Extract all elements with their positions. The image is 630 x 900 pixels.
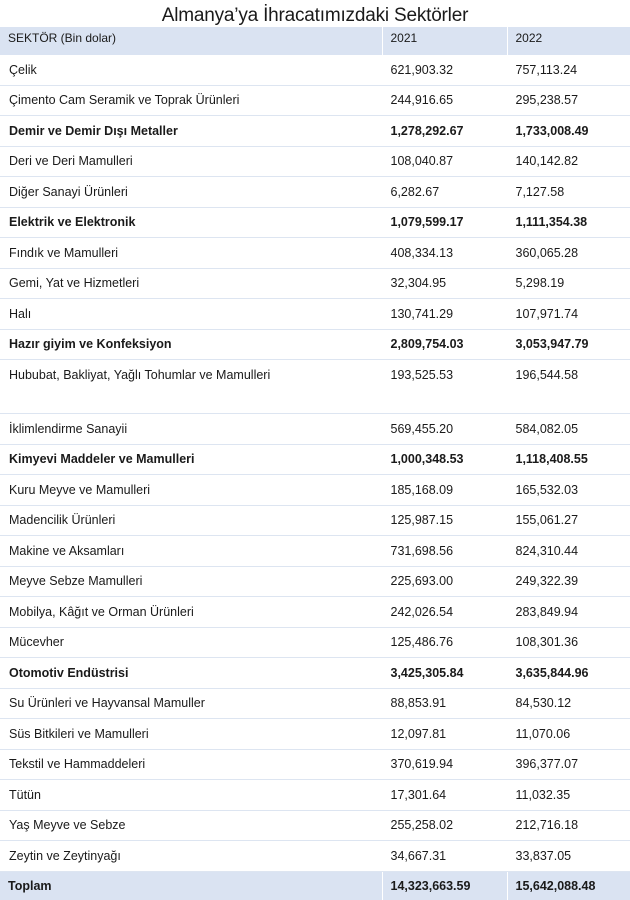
sector-cell: Yaş Meyve ve Sebze <box>0 810 382 841</box>
value-2021-cell: 125,486.76 <box>382 627 507 658</box>
value-2021-cell: 3,425,305.84 <box>382 658 507 689</box>
table-row <box>0 238 630 269</box>
table-row <box>0 841 630 872</box>
table-header-row <box>0 27 630 55</box>
sector-export-table <box>0 27 630 900</box>
sector-cell: Otomotiv Endüstrisi <box>0 658 382 689</box>
sector-cell: Kuru Meyve ve Mamulleri <box>0 475 382 506</box>
total-2021-cell: 14,323,663.59 <box>382 871 507 900</box>
value-2022-cell: 1,111,354.38 <box>507 207 630 238</box>
sector-cell: Meyve Sebze Mamulleri <box>0 566 382 597</box>
table-row <box>0 55 630 85</box>
sector-cell: Tütün <box>0 780 382 811</box>
value-2022-cell: 140,142.82 <box>507 146 630 177</box>
value-2022-cell: 3,635,844.96 <box>507 658 630 689</box>
value-2021-cell: 125,987.15 <box>382 505 507 536</box>
value-2022-cell: 7,127.58 <box>507 177 630 208</box>
sector-cell: Hububat, Bakliyat, Yağlı Tohumlar ve Mamulleri <box>0 360 382 414</box>
value-2021-cell: 569,455.20 <box>382 414 507 445</box>
table-row <box>0 177 630 208</box>
value-2021-cell: 255,258.02 <box>382 810 507 841</box>
value-2022-cell: 212,716.18 <box>507 810 630 841</box>
value-2022-cell: 108,301.36 <box>507 627 630 658</box>
value-2022-cell: 196,544.58 <box>507 360 630 414</box>
value-2021-cell: 242,026.54 <box>382 597 507 628</box>
table-row <box>0 810 630 841</box>
total-label-cell: Toplam <box>0 871 382 900</box>
value-2022-cell: 11,032.35 <box>507 780 630 811</box>
total-2022-cell: 15,642,088.48 <box>507 871 630 900</box>
value-2021-cell: 244,916.65 <box>382 85 507 116</box>
value-2022-cell: 396,377.07 <box>507 749 630 780</box>
table-row <box>0 85 630 116</box>
column-header-2022: 2022 <box>507 27 630 55</box>
sector-cell: Fındık ve Mamulleri <box>0 238 382 269</box>
table-row <box>0 780 630 811</box>
table-row <box>0 597 630 628</box>
table-row <box>0 207 630 238</box>
sector-cell: Elektrik ve Elektronik <box>0 207 382 238</box>
sector-cell: Kimyevi Maddeler ve Mamulleri <box>0 444 382 475</box>
sector-cell: Zeytin ve Zeytinyağı <box>0 841 382 872</box>
value-2021-cell: 1,000,348.53 <box>382 444 507 475</box>
table-row <box>0 505 630 536</box>
value-2022-cell: 165,532.03 <box>507 475 630 506</box>
value-2022-cell: 5,298.19 <box>507 268 630 299</box>
value-2021-cell: 1,079,599.17 <box>382 207 507 238</box>
table-total-row <box>0 871 630 900</box>
value-2022-cell: 757,113.24 <box>507 55 630 85</box>
value-2022-cell: 1,733,008.49 <box>507 116 630 147</box>
table-row <box>0 116 630 147</box>
value-2021-cell: 408,334.13 <box>382 238 507 269</box>
value-2021-cell: 193,525.53 <box>382 360 507 414</box>
value-2022-cell: 3,053,947.79 <box>507 329 630 360</box>
table-row <box>0 146 630 177</box>
value-2021-cell: 185,168.09 <box>382 475 507 506</box>
table-row <box>0 719 630 750</box>
value-2022-cell: 283,849.94 <box>507 597 630 628</box>
column-header-2021: 2021 <box>382 27 507 55</box>
sector-cell: Madencilik Ürünleri <box>0 505 382 536</box>
value-2022-cell: 584,082.05 <box>507 414 630 445</box>
table-row <box>0 444 630 475</box>
page-title: Almanya’ya İhracatımızdaki Sektörler <box>161 5 469 26</box>
value-2021-cell: 2,809,754.03 <box>382 329 507 360</box>
value-2021-cell: 32,304.95 <box>382 268 507 299</box>
sector-cell: Mobilya, Kâğıt ve Orman Ürünleri <box>0 597 382 628</box>
value-2021-cell: 17,301.64 <box>382 780 507 811</box>
value-2021-cell: 12,097.81 <box>382 719 507 750</box>
sector-cell: Makine ve Aksamları <box>0 536 382 567</box>
table-row <box>0 749 630 780</box>
value-2022-cell: 249,322.39 <box>507 566 630 597</box>
sector-cell: Çimento Cam Seramik ve Toprak Ürünleri <box>0 85 382 116</box>
sector-cell: Deri ve Deri Mamulleri <box>0 146 382 177</box>
value-2022-cell: 1,118,408.55 <box>507 444 630 475</box>
value-2022-cell: 155,061.27 <box>507 505 630 536</box>
value-2022-cell: 295,238.57 <box>507 85 630 116</box>
sector-cell: Su Ürünleri ve Hayvansal Mamuller <box>0 688 382 719</box>
sector-cell: Gemi, Yat ve Hizmetleri <box>0 268 382 299</box>
value-2022-cell: 33,837.05 <box>507 841 630 872</box>
value-2021-cell: 731,698.56 <box>382 536 507 567</box>
table-row <box>0 536 630 567</box>
sector-cell: Demir ve Demir Dışı Metaller <box>0 116 382 147</box>
sector-cell: Çelik <box>0 55 382 85</box>
sector-cell: Mücevher <box>0 627 382 658</box>
value-2021-cell: 621,903.32 <box>382 55 507 85</box>
value-2021-cell: 370,619.94 <box>382 749 507 780</box>
value-2022-cell: 107,971.74 <box>507 299 630 330</box>
table-row <box>0 566 630 597</box>
sector-cell: Hazır giyim ve Konfeksiyon <box>0 329 382 360</box>
table-row <box>0 658 630 689</box>
value-2021-cell: 225,693.00 <box>382 566 507 597</box>
value-2022-cell: 824,310.44 <box>507 536 630 567</box>
table-row <box>0 299 630 330</box>
sector-cell: Halı <box>0 299 382 330</box>
table-row <box>0 475 630 506</box>
sector-cell: İklimlendirme Sanayii <box>0 414 382 445</box>
table-row <box>0 627 630 658</box>
value-2021-cell: 1,278,292.67 <box>382 116 507 147</box>
value-2022-cell: 360,065.28 <box>507 238 630 269</box>
value-2021-cell: 108,040.87 <box>382 146 507 177</box>
table-row <box>0 688 630 719</box>
table-row <box>0 329 630 360</box>
value-2021-cell: 130,741.29 <box>382 299 507 330</box>
value-2021-cell: 88,853.91 <box>382 688 507 719</box>
table-row <box>0 268 630 299</box>
sector-cell: Süs Bitkileri ve Mamulleri <box>0 719 382 750</box>
table-row <box>0 414 630 445</box>
value-2021-cell: 6,282.67 <box>382 177 507 208</box>
value-2022-cell: 84,530.12 <box>507 688 630 719</box>
value-2022-cell: 11,070.06 <box>507 719 630 750</box>
table-row <box>0 360 630 414</box>
value-2021-cell: 34,667.31 <box>382 841 507 872</box>
column-header-sector: SEKTÖR (Bin dolar) <box>0 27 382 55</box>
sector-cell: Tekstil ve Hammaddeleri <box>0 749 382 780</box>
sector-cell: Diğer Sanayi Ürünleri <box>0 177 382 208</box>
